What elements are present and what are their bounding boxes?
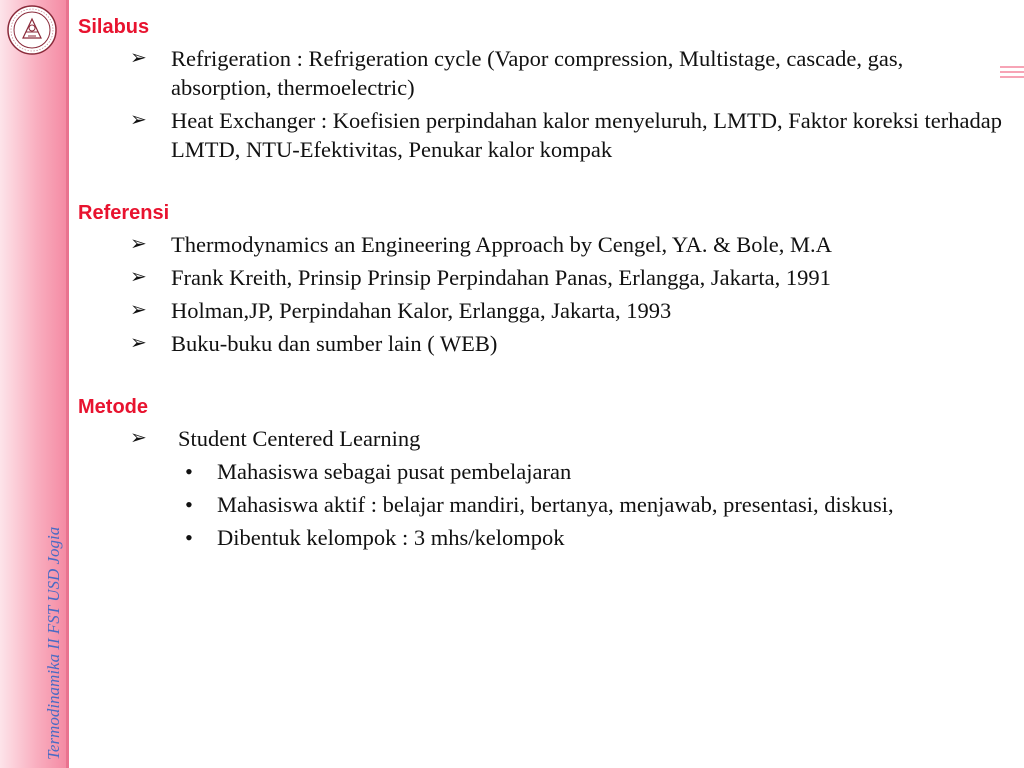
list-item <box>78 424 1008 453</box>
list-item-text: Buku-buku dan sumber lain ( WEB) <box>171 331 498 356</box>
heading-silabus: Silabus <box>78 16 150 38</box>
arrow-bullet-icon: ➢ <box>130 266 147 288</box>
university-seal-icon <box>6 4 58 56</box>
list-item-text: Refrigeration : Refrigeration cycle (Vapor compression, Multistage, cascade, gas, absorption, thermoelectric) <box>171 46 904 100</box>
list-item <box>78 44 1008 102</box>
list-item <box>78 263 1008 292</box>
list-item-text: Student Centered Learning <box>178 426 421 451</box>
vertical-course-label: Termodinamika II FST USD Jogia <box>44 526 63 760</box>
arrow-bullet-icon: ➢ <box>130 427 147 449</box>
side-band-edge <box>66 0 69 768</box>
bullet-dot-icon: • <box>185 459 193 484</box>
sub-list-item-text: Dibentuk kelompok : 3 mhs/kelompok <box>217 525 565 550</box>
list-item <box>78 230 1008 259</box>
slide-content <box>78 14 1008 552</box>
list-item-text: Holman,JP, Perpindahan Kalor, Erlangga, Jakarta, 1993 <box>171 298 672 323</box>
list-item <box>78 329 1008 358</box>
arrow-bullet-icon: ➢ <box>130 47 147 69</box>
bullet-dot-icon: • <box>185 492 193 517</box>
list-item-text: Frank Kreith, Prinsip Prinsip Perpindahan Panas, Erlangga, Jakarta, 1991 <box>171 265 831 290</box>
sub-list-item-text: Mahasiswa sebagai pusat pembelajaran <box>217 459 572 484</box>
sub-list-item <box>78 523 1008 552</box>
sub-list-item <box>78 490 1008 519</box>
arrow-bullet-icon: ➢ <box>130 233 147 255</box>
heading-referensi: Referensi <box>78 202 170 224</box>
heading-metode: Metode <box>78 396 148 418</box>
list-item-text: Thermodynamics an Engineering Approach by Cengel, YA. & Bole, M.A <box>171 232 832 257</box>
sub-list-item-text: Mahasiswa aktif : belajar mandiri, bertanya, menjawab, presentasi, diskusi, <box>217 492 894 517</box>
arrow-bullet-icon: ➢ <box>130 332 147 354</box>
list-item <box>78 106 1008 164</box>
bullet-dot-icon: • <box>185 525 193 550</box>
list-item <box>78 296 1008 325</box>
list-item-text: Heat Exchanger : Koefisien perpindahan kalor menyeluruh, LMTD, Faktor koreksi terhadap LMTD, NTU-Efektivitas, Penukar kalor kompak <box>171 108 1002 162</box>
arrow-bullet-icon: ➢ <box>130 109 147 131</box>
arrow-bullet-icon: ➢ <box>130 299 147 321</box>
sub-list-item <box>78 457 1008 486</box>
